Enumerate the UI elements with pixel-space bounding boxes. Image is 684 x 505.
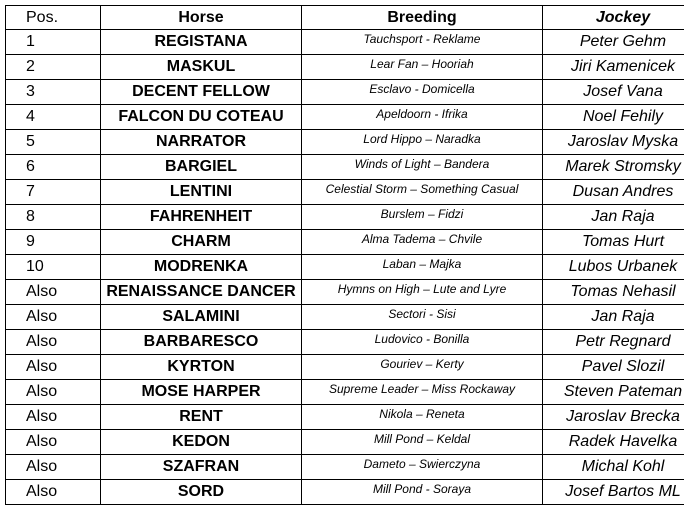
header-horse: Horse — [101, 6, 302, 30]
cell-horse: KEDON — [101, 430, 302, 455]
cell-horse: RENT — [101, 405, 302, 430]
table-row — [6, 130, 684, 155]
cell-jockey: Josef Vana — [543, 80, 684, 105]
cell-horse: MOSE HARPER — [101, 380, 302, 405]
cell-breeding: Burslem – Fidzi — [302, 205, 543, 230]
cell-horse: SALAMINI — [101, 305, 302, 330]
table-row — [6, 380, 684, 405]
table-row — [6, 280, 684, 305]
cell-horse: SZAFRAN — [101, 455, 302, 480]
cell-horse: LENTINI — [101, 180, 302, 205]
cell-pos: Also — [6, 380, 101, 405]
cell-jockey: Jaroslav Brecka — [543, 405, 684, 430]
cell-pos: 5 — [6, 130, 101, 155]
cell-jockey: Jan Raja — [543, 205, 684, 230]
cell-breeding: Tauchsport - Reklame — [302, 30, 543, 55]
cell-jockey: Steven Pateman — [543, 380, 684, 405]
header-jockey: Jockey — [543, 6, 684, 30]
cell-breeding: Esclavo - Domicella — [302, 80, 543, 105]
cell-pos: Also — [6, 430, 101, 455]
cell-pos: Also — [6, 330, 101, 355]
cell-pos: 3 — [6, 80, 101, 105]
cell-jockey: Radek Havelka — [543, 430, 684, 455]
cell-pos: Also — [6, 405, 101, 430]
cell-jockey: Noel Fehily — [543, 105, 684, 130]
cell-jockey: Petr Regnard — [543, 330, 684, 355]
table-row — [6, 455, 684, 480]
cell-jockey: Jiri Kamenicek — [543, 55, 684, 80]
cell-horse: KYRTON — [101, 355, 302, 380]
cell-pos: Also — [6, 355, 101, 380]
table-row — [6, 255, 684, 280]
cell-breeding: Celestial Storm – Something Casual — [302, 180, 543, 205]
cell-pos: 6 — [6, 155, 101, 180]
cell-jockey: Jan Raja — [543, 305, 684, 330]
cell-horse: CHARM — [101, 230, 302, 255]
table-row — [6, 405, 684, 430]
cell-pos: 9 — [6, 230, 101, 255]
table-row — [6, 155, 684, 180]
cell-jockey: Josef Bartos ML — [543, 480, 684, 505]
cell-pos: Also — [6, 305, 101, 330]
cell-horse: MODRENKA — [101, 255, 302, 280]
cell-jockey: Marek Stromsky — [543, 155, 684, 180]
header-row — [6, 6, 684, 30]
table-row — [6, 305, 684, 330]
cell-jockey: Dusan Andres — [543, 180, 684, 205]
cell-breeding: Alma Tadema – Chvile — [302, 230, 543, 255]
cell-breeding: Lord Hippo – Naradka — [302, 130, 543, 155]
cell-jockey: Tomas Nehasil — [543, 280, 684, 305]
cell-breeding: Supreme Leader – Miss Rockaway — [302, 380, 543, 405]
cell-breeding: Hymns on High – Lute and Lyre — [302, 280, 543, 305]
cell-horse: FALCON DU COTEAU — [101, 105, 302, 130]
cell-horse: SORD — [101, 480, 302, 505]
table-row — [6, 80, 684, 105]
table-row — [6, 330, 684, 355]
cell-pos: 4 — [6, 105, 101, 130]
cell-breeding: Mill Pond - Soraya — [302, 480, 543, 505]
table-row — [6, 480, 684, 505]
cell-horse: BARGIEL — [101, 155, 302, 180]
cell-pos: Also — [6, 455, 101, 480]
cell-breeding: Gouriev – Kerty — [302, 355, 543, 380]
table-row — [6, 105, 684, 130]
cell-breeding: Dameto – Swierczyna — [302, 455, 543, 480]
results-table — [5, 5, 684, 505]
cell-horse: REGISTANA — [101, 30, 302, 55]
cell-jockey: Pavel Slozil — [543, 355, 684, 380]
cell-horse: DECENT FELLOW — [101, 80, 302, 105]
cell-breeding: Sectori - Sisi — [302, 305, 543, 330]
table-row — [6, 205, 684, 230]
table-row — [6, 230, 684, 255]
table-row — [6, 55, 684, 80]
cell-breeding: Laban – Majka — [302, 255, 543, 280]
header-breeding: Breeding — [302, 6, 543, 30]
cell-breeding: Mill Pond – Keldal — [302, 430, 543, 455]
cell-breeding: Winds of Light – Bandera — [302, 155, 543, 180]
cell-breeding: Nikola – Reneta — [302, 405, 543, 430]
table-row — [6, 180, 684, 205]
cell-breeding: Apeldoorn - Ifrika — [302, 105, 543, 130]
cell-jockey: Jaroslav Myska — [543, 130, 684, 155]
cell-horse: FAHRENHEIT — [101, 205, 302, 230]
cell-jockey: Peter Gehm — [543, 30, 684, 55]
cell-breeding: Lear Fan – Hooriah — [302, 55, 543, 80]
cell-pos: 2 — [6, 55, 101, 80]
cell-pos: Also — [6, 280, 101, 305]
cell-horse: RENAISSANCE DANCER — [101, 280, 302, 305]
cell-horse: MASKUL — [101, 55, 302, 80]
table-row — [6, 355, 684, 380]
cell-pos: 8 — [6, 205, 101, 230]
cell-pos: Also — [6, 480, 101, 505]
cell-pos: 10 — [6, 255, 101, 280]
cell-pos: 1 — [6, 30, 101, 55]
table-row — [6, 30, 684, 55]
cell-breeding: Ludovico - Bonilla — [302, 330, 543, 355]
header-pos: Pos. — [6, 6, 101, 30]
cell-jockey: Lubos Urbanek — [543, 255, 684, 280]
cell-jockey: Tomas Hurt — [543, 230, 684, 255]
cell-horse: BARBARESCO — [101, 330, 302, 355]
cell-horse: NARRATOR — [101, 130, 302, 155]
table-row — [6, 430, 684, 455]
cell-pos: 7 — [6, 180, 101, 205]
cell-jockey: Michal Kohl — [543, 455, 684, 480]
